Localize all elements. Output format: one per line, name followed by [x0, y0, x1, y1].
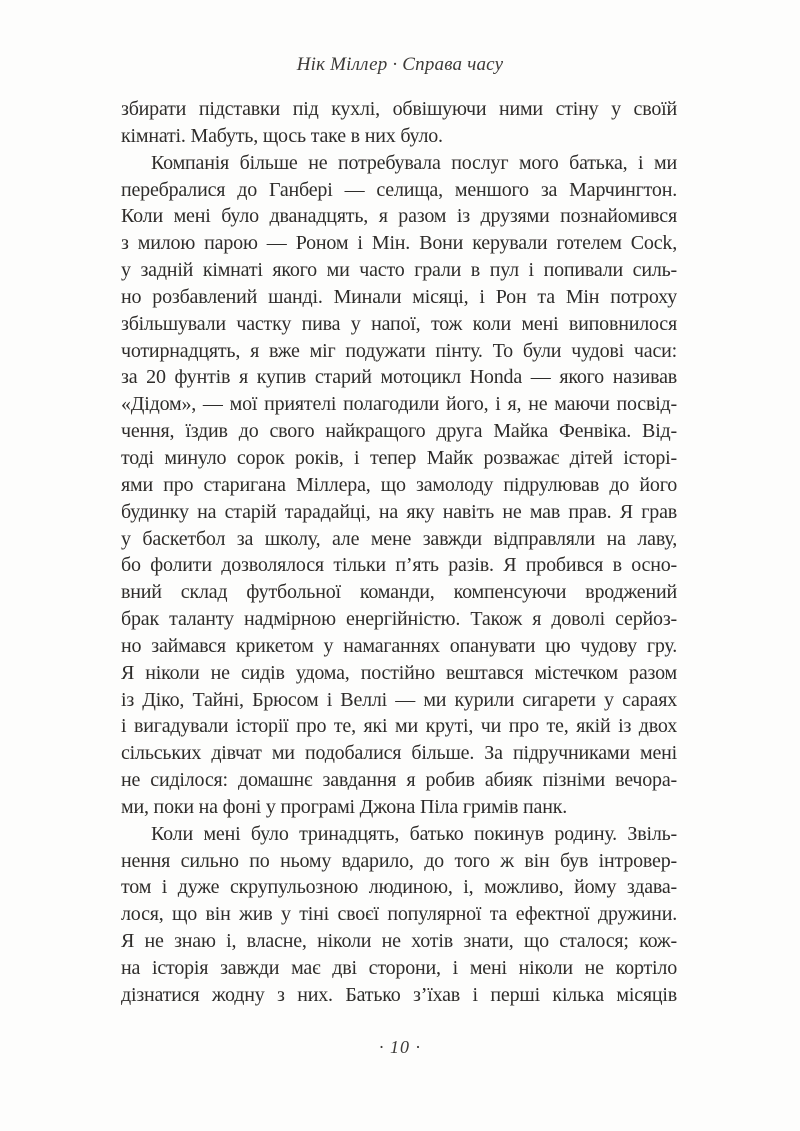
text-line: тоді минуло сорок років, і тепер Майк розважає дітей історі-	[121, 446, 677, 469]
text-line: з милою парою — Роном і Мін. Вони керували готелем Cock,	[121, 232, 677, 255]
page-number: · 10 ·	[379, 1037, 421, 1057]
text-line: ями про старигана Міллера, що замолоду підрулював до його	[121, 473, 677, 496]
text-line: Коли мені було тринадцять, батько покинув родину. Звіль-	[151, 822, 677, 845]
text-line: чення, їздив до свого найкращого друга Майка Фенвіка. Від-	[121, 420, 677, 443]
text-line: лося, що він жив у тіні своєї популярної та ефектної дружини.	[121, 903, 677, 926]
text-line: із Діко, Тайні, Брюсом і Веллі — ми курили сигарети у сараях	[121, 688, 677, 711]
text-line: брак таланту надмірною енергійністю. Також я доволі серйоз-	[121, 608, 677, 631]
text-line: Компанія більше не потребувала послуг мого батька, і ми	[151, 151, 677, 174]
text-line: нення сильно по ньому вдарило, до того ж він був інтровер-	[121, 849, 677, 872]
text-line: перебралися до Ганбері — селища, меншого за Марчингтон.	[121, 178, 677, 201]
page-text	[121, 96, 677, 1009]
text-line: но займався крикетом у намаганнях опанувати цю чудову гру.	[121, 634, 677, 657]
text-line: кімнаті. Мабуть, щось таке в них було.	[121, 124, 443, 147]
running-header: Нік Міллер · Справа часу	[296, 54, 504, 75]
text-line: будинку на старій тарадайці, на яку навіть не мав прав. Я грав	[121, 500, 677, 523]
text-line: збільшували частку пива у напої, тож коли мені виповнилося	[121, 312, 677, 335]
text-line: збирати підставки під кухлі, обвішуючи ними стіну у своїй	[121, 98, 677, 120]
text-line: Я ніколи не сидів удома, постійно вештався містечком разом	[121, 661, 677, 684]
text-line: ми, поки на фоні у програмі Джона Піла гримів панк.	[121, 795, 568, 818]
text-line: Коли мені було дванадцять, я разом із друзями познайомився	[121, 205, 677, 228]
text-line: «Дідом», — мої приятелі полагодили його, і я, не маючи посвід-	[121, 393, 677, 416]
text-line: за 20 фунтів я купив старий мотоцикл Honda — якого називав	[121, 366, 677, 389]
text-line: бо фолити дозволялося тільки п’ять разів. Я пробився в осно-	[121, 554, 677, 577]
text-line: Я не знаю і, власне, ніколи не хотів знати, що сталося; кож-	[121, 930, 677, 953]
text-line: сільських дівчат ми подобалися більше. За підручниками мені	[121, 742, 677, 765]
text-line: чотирнадцять, я вже міг подужати пінту. То були чудові часи:	[121, 339, 677, 362]
text-line: том і дуже скрупульозною людиною, і, можливо, йому здава-	[121, 876, 677, 899]
text-line: у задній кімнаті якого ми часто грали в пул і попивали силь-	[121, 259, 677, 282]
text-line: но розбавлений шанді. Минали місяці, і Рон та Мін потроху	[121, 285, 677, 308]
text-line: у баскетбол за школу, але мене завжди відправляли на лаву,	[121, 527, 677, 550]
text-line: вний склад футбольної команди, компенсуючи вроджений	[121, 581, 677, 604]
text-line: на історія завжди має дві сторони, і мені ніколи не кортіло	[121, 957, 677, 979]
text-line: не сиділося: домашнє завдання я робив абияк пізніми вечора-	[121, 769, 677, 792]
text-line: дізнатися жодну з них. Батько з’їхав і перші кілька місяців	[121, 983, 677, 1006]
text-line: і вигадували історії про те, які ми круті, чи про те, якій із двох	[121, 715, 677, 738]
